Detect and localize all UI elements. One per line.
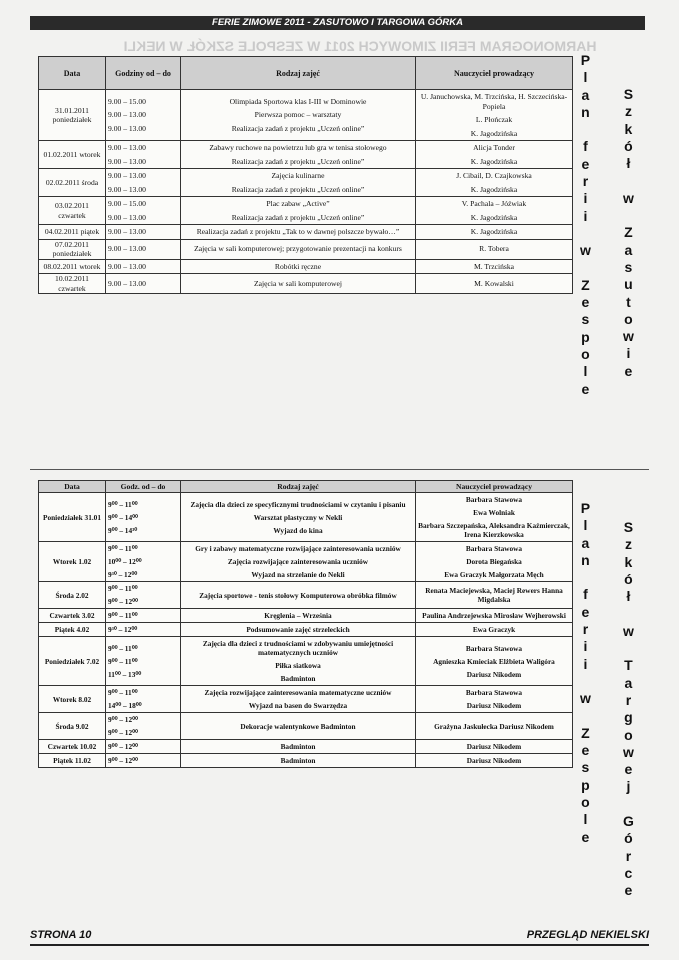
teacher-cell-line: Alicja Tonder xyxy=(473,143,515,152)
activity-cell-line: Warsztat plastyczny w Nekli xyxy=(253,512,343,522)
teacher-cell-line: Dariusz Nikodem xyxy=(466,742,522,751)
activity-cell xyxy=(181,686,416,713)
teacher-cell-line: Barbara Stawowa xyxy=(465,495,523,504)
activity-cell xyxy=(181,197,416,225)
date-cell: Poniedziałek 7.02 xyxy=(39,637,106,686)
activity-cell-line: Robótki ręczne xyxy=(274,261,322,271)
activity-cell-line: Badminton xyxy=(280,756,316,765)
teacher-cell xyxy=(416,274,573,294)
activity-cell-line: Zabawy ruchowe na powietrzu lub gra w tenisa stołowego xyxy=(209,143,387,152)
ghost-title: HARMONOGRAM FERII ZIMOWYCH 2011 W ZESPOLE SZKÓŁ W NEKLI xyxy=(123,38,597,54)
date-cell: 04.02.2011 piątek xyxy=(39,225,106,240)
hours-cell-line: 9⁰⁰ – 11⁰⁰ xyxy=(108,544,138,553)
schedule-table-targowa-gorka xyxy=(38,480,573,768)
hours-cell-line: 9³⁰ – 12⁰⁰ xyxy=(108,570,138,579)
page-header: FERIE ZIMOWE 2011 - ZASUTOWO I TARGOWA GÓRKA xyxy=(30,16,645,30)
teacher-cell xyxy=(416,740,573,754)
teacher-cell-line: Dariusz Nikodem xyxy=(466,669,522,679)
teacher-cell xyxy=(416,239,573,259)
hours-cell-line: 9.00 – 13.00 xyxy=(108,143,146,152)
hours-cell-line: 9⁰⁰ – 11⁰⁰ xyxy=(108,584,138,593)
activity-cell-line: Kręglenia – Września xyxy=(264,611,332,620)
activity-cell xyxy=(181,542,416,582)
hours-cell xyxy=(106,713,181,740)
hours-cell xyxy=(106,239,181,259)
activity-cell-line: Piłka siatkowa xyxy=(275,661,321,670)
col-header: Nauczyciel prowadzący xyxy=(416,57,573,90)
activity-cell xyxy=(181,169,416,197)
teacher-cell-line: Dorota Biegańska xyxy=(466,557,522,566)
teacher-cell-line: J. Cibail, D. Czajkowska xyxy=(456,171,532,180)
date-cell: 07.02.2011 poniedziałek xyxy=(39,239,106,259)
teacher-cell xyxy=(416,582,573,609)
teacher-cell-line: Barbara Stawowa xyxy=(465,544,523,553)
col-header: Data xyxy=(39,481,106,493)
activity-cell-line: Podsumowanie zajęć strzeleckich xyxy=(246,625,350,634)
teacher-cell xyxy=(416,686,573,713)
col-header: Nauczyciel prowadzący xyxy=(416,481,573,493)
teacher-cell xyxy=(416,623,573,637)
table-row xyxy=(39,623,573,637)
teacher-cell-line: Ewa Wolniak xyxy=(473,508,515,517)
hours-cell-line: 9.00 – 13.00 xyxy=(108,212,146,222)
hours-cell-line: 9.00 – 13.00 xyxy=(108,156,146,166)
teacher-cell-line: U. Januchowska, M. Trzcińska, H. Szczecińska-Popiela xyxy=(420,92,568,111)
hours-cell-line: 11⁰⁰ – 13⁰⁰ xyxy=(108,669,142,679)
table-row xyxy=(39,225,573,240)
teacher-cell-line: Barbara Stawowa xyxy=(465,643,523,653)
table-row xyxy=(39,259,573,274)
col-header: Rodzaj zajęć xyxy=(181,57,416,90)
date-cell: 03.02.2011 czwartek xyxy=(39,197,106,225)
teacher-cell xyxy=(416,754,573,768)
teacher-cell xyxy=(416,197,573,225)
teacher-cell xyxy=(416,637,573,686)
activity-cell xyxy=(181,493,416,542)
schedule-table-zasutowo xyxy=(38,56,573,294)
activity-cell xyxy=(181,623,416,637)
activity-cell-line: Olimpiada Sportowa klas I-III w Dominowie xyxy=(229,96,367,106)
date-cell: Piątek 11.02 xyxy=(39,754,106,768)
date-cell: Poniedziałek 31.01 xyxy=(39,493,106,542)
side-title-plan-zespole-1: P l a n f e r i i w Z e s p o l e xyxy=(580,52,591,397)
teacher-cell-line: Ewa Graczyk Małgorzata Męch xyxy=(444,570,544,579)
teacher-cell-line: R. Tobera xyxy=(479,244,509,254)
col-header: Data xyxy=(39,57,106,90)
activity-cell xyxy=(181,582,416,609)
hours-cell-line: 9⁰⁰ – 11⁰⁰ xyxy=(108,643,138,653)
date-cell: 02.02.2011 środa xyxy=(39,169,106,197)
hours-cell xyxy=(106,609,181,623)
teacher-cell xyxy=(416,169,573,197)
date-cell: Środa 9.02 xyxy=(39,713,106,740)
hours-cell xyxy=(106,740,181,754)
side-title-szkol-targowej-gorce: S z k ó ł w T a r g o w e j G ó r c e xyxy=(623,519,634,899)
hours-cell xyxy=(106,493,181,542)
teacher-cell-line: V. Pachala – Jóźwiak xyxy=(461,199,527,208)
hours-cell-line: 9.00 – 15.00 xyxy=(108,96,146,106)
table-row xyxy=(39,141,573,169)
table-row xyxy=(39,169,573,197)
activity-cell-line: Realizacja zadań z projektu „Uczeń online” xyxy=(231,156,365,166)
teacher-cell-line: K. Jagodzińska xyxy=(470,156,518,166)
date-cell: 01.02.2011 wtorek xyxy=(39,141,106,169)
hours-cell xyxy=(106,274,181,294)
teacher-cell-line: K. Jagodzińska xyxy=(470,128,518,138)
hours-cell xyxy=(106,169,181,197)
hours-cell xyxy=(106,754,181,768)
hours-cell xyxy=(106,259,181,274)
table-row xyxy=(39,197,573,225)
table-row xyxy=(39,239,573,259)
activity-cell xyxy=(181,740,416,754)
hours-cell xyxy=(106,686,181,713)
date-cell: 10.02.2011 czwartek xyxy=(39,274,106,294)
activity-cell-line: Badminton xyxy=(280,742,316,751)
table-row xyxy=(39,493,573,542)
hours-cell xyxy=(106,197,181,225)
publication-name: PRZEGLĄD NEKIELSKI xyxy=(526,929,649,941)
activity-cell-line: Zajęcia rozwijające zainteresowania uczniów xyxy=(227,557,369,566)
table-row xyxy=(39,274,573,294)
table-row xyxy=(39,609,573,623)
date-cell: Środa 2.02 xyxy=(39,582,106,609)
side-title-szkol-zasutowie: S z k ó ł w Z a s u t o w i e xyxy=(623,86,634,379)
activity-cell-line: Wyjazd na strzelanie do Nekli xyxy=(251,570,345,579)
hours-cell-line: 9.00 – 13.00 xyxy=(108,171,146,180)
activity-cell xyxy=(181,141,416,169)
hours-cell-line: 9.00 – 15.00 xyxy=(108,199,146,208)
footer-rule xyxy=(30,944,649,946)
col-header: Godziny od – do xyxy=(106,57,181,90)
hours-cell-line: 9.00 – 13.00 xyxy=(108,278,146,288)
activity-cell xyxy=(181,225,416,240)
hours-cell-line: 9.00 – 13.00 xyxy=(108,227,146,236)
teacher-cell xyxy=(416,609,573,623)
hours-cell-line: 9.00 – 13.00 xyxy=(108,123,146,133)
teacher-cell xyxy=(416,141,573,169)
activity-cell xyxy=(181,259,416,274)
teacher-cell-line: Barbara Szczepańska, Aleksandra Kaźmierczak, Irena Kierzkowska xyxy=(418,521,570,539)
activity-cell-line: Realizacja zadań z projektu „Tak to w dawnej polszcze bywało…” xyxy=(196,227,400,236)
teacher-cell-line: K. Jagodzińska xyxy=(470,184,518,194)
activity-cell-line: Badminton xyxy=(280,674,316,683)
activity-cell xyxy=(181,90,416,141)
teacher-cell-line: M. Trzcińska xyxy=(473,261,515,271)
hours-cell-line: 10⁰⁰ – 12⁰⁰ xyxy=(108,557,142,566)
col-header: Godz. od – do xyxy=(106,481,181,493)
hours-cell-line: 9⁰⁰ – 11⁰⁰ xyxy=(108,688,138,697)
teacher-cell-line: Barbara Stawowa xyxy=(465,688,523,697)
teacher-cell xyxy=(416,259,573,274)
teacher-cell-line: K. Jagodzińska xyxy=(470,227,518,236)
teacher-cell-line: M. Kowalski xyxy=(474,278,514,288)
hours-cell-line: 14⁰⁰ – 18⁰⁰ xyxy=(108,701,142,710)
teacher-cell-line: Dariusz Nikodem xyxy=(466,756,522,765)
hours-cell-line: 9⁰⁰ – 11⁰⁰ xyxy=(108,611,138,620)
teacher-cell xyxy=(416,90,573,141)
section-divider xyxy=(30,469,649,470)
teacher-cell xyxy=(416,493,573,542)
teacher-cell xyxy=(416,542,573,582)
hours-cell-line: 9⁰⁰ – 12⁰⁰ xyxy=(108,742,138,751)
activity-cell-line: Gry i zabawy matematyczne rozwijające zainteresowania uczniów xyxy=(195,544,401,553)
hours-cell xyxy=(106,542,181,582)
activity-cell-line: Plac zabaw „Active” xyxy=(266,199,330,208)
hours-cell-line: 9⁰⁰ – 14⁰⁰ xyxy=(108,512,138,522)
activity-cell xyxy=(181,239,416,259)
activity-cell-line: Zajęcia w sali komputerowej xyxy=(254,278,342,288)
teacher-cell-line: L. Płończak xyxy=(475,115,513,124)
activity-cell-line: Realizacja zadań z projektu „Uczeń online” xyxy=(231,184,365,194)
table-row xyxy=(39,90,573,141)
table-row xyxy=(39,740,573,754)
hours-cell-line: 9⁰⁰ – 11⁰⁰ xyxy=(108,499,138,509)
activity-cell-line: Wyjazd do kina xyxy=(273,525,323,535)
teacher-cell-line: Agnieszka Kmieciak Elżbieta Waligóra xyxy=(433,656,555,666)
date-cell: Czwartek 10.02 xyxy=(39,740,106,754)
table-row xyxy=(39,637,573,686)
teacher-cell-line: Paulina Andrzejewska Mirosław Wejherowski xyxy=(422,611,566,620)
date-cell: Piątek 4.02 xyxy=(39,623,106,637)
table-row xyxy=(39,542,573,582)
activity-cell-line: Wyjazd na basen do Swarzędza xyxy=(248,701,348,710)
teacher-cell-line: Renata Maciejewska, Maciej Rewers Hanna Migdalska xyxy=(425,586,563,604)
hours-cell xyxy=(106,225,181,240)
date-cell: Wtorek 1.02 xyxy=(39,542,106,582)
hours-cell-line: 9⁰⁰ – 14³⁰ xyxy=(108,525,138,535)
hours-cell-line: 9⁰⁰ – 12⁰⁰ xyxy=(108,597,138,606)
table-row xyxy=(39,582,573,609)
activity-cell-line: Realizacja zadań z projektu „Uczeń online” xyxy=(231,123,365,133)
hours-cell xyxy=(106,141,181,169)
activity-cell-line: Realizacja zadań z projektu „Uczeń online” xyxy=(231,212,365,222)
activity-cell-line: Zajęcia dla dzieci ze specyficznymi trudnościami w czytaniu i pisaniu xyxy=(190,499,406,509)
side-title-plan-zespole-2: P l a n f e r i i w Z e s p o l e xyxy=(580,500,591,845)
activity-cell-line: Zajęcia rozwijające zainteresowania matematyczne uczniów xyxy=(204,688,392,697)
date-cell: 08.02.2011 wtorek xyxy=(39,259,106,274)
hours-cell-line: 9.00 – 13.00 xyxy=(108,261,146,271)
activity-cell xyxy=(181,637,416,686)
activity-cell-line: Zajęcia kulinarne xyxy=(271,171,325,180)
teacher-cell xyxy=(416,225,573,240)
activity-cell-line: Dekoracje walentynkowe Badminton xyxy=(240,721,356,731)
teacher-cell-line: K. Jagodzińska xyxy=(470,212,518,222)
teacher-cell-line: Grażyna Jaskułecka Dariusz Nikodem xyxy=(434,721,554,731)
hours-cell xyxy=(106,637,181,686)
page-number: STRONA 10 xyxy=(30,929,92,941)
activity-cell xyxy=(181,274,416,294)
hours-cell xyxy=(106,582,181,609)
hours-cell-line: 9³⁰ – 12⁰⁰ xyxy=(108,625,138,634)
hours-cell xyxy=(106,623,181,637)
date-cell: Czwartek 3.02 xyxy=(39,609,106,623)
hours-cell-line: 9.00 – 13.00 xyxy=(108,244,146,254)
col-header: Rodzaj zajęć xyxy=(181,481,416,493)
hours-cell-line: 9⁰⁰ – 12⁰⁰ xyxy=(108,715,138,724)
date-cell: Wtorek 8.02 xyxy=(39,686,106,713)
hours-cell-line: 9⁰⁰ – 12⁰⁰ xyxy=(108,756,138,765)
activity-cell xyxy=(181,609,416,623)
hours-cell-line: 9⁰⁰ – 11⁰⁰ xyxy=(108,656,138,666)
activity-cell-line: Zajęcia w sali komputerowej; przygotowanie prezentacji na konkurs xyxy=(194,244,402,254)
table-row xyxy=(39,686,573,713)
teacher-cell-line: Ewa Graczyk xyxy=(472,625,516,634)
activity-cell xyxy=(181,754,416,768)
teacher-cell-line: Dariusz Nikodem xyxy=(466,701,522,710)
activity-cell xyxy=(181,713,416,740)
table-row xyxy=(39,713,573,740)
hours-cell-line: 9⁰⁰ – 12⁰⁰ xyxy=(108,728,138,737)
activity-cell-line: Pierwsza pomoc – warsztaty xyxy=(254,110,342,120)
hours-cell xyxy=(106,90,181,141)
table-row xyxy=(39,754,573,768)
date-cell: 31.01.2011 poniedziałek xyxy=(39,90,106,141)
hours-cell-line: 9.00 – 13.00 xyxy=(108,184,146,194)
hours-cell-line: 9.00 – 13.00 xyxy=(108,110,146,120)
teacher-cell xyxy=(416,713,573,740)
activity-cell-line: Zajęcia dla dzieci z trudnościami w zdobywaniu umiejętności matematycznych uczniów xyxy=(202,639,394,657)
activity-cell-line: Zajęcia sportowe - tenis stołowy Komputerowa obróbka filmów xyxy=(199,590,397,600)
